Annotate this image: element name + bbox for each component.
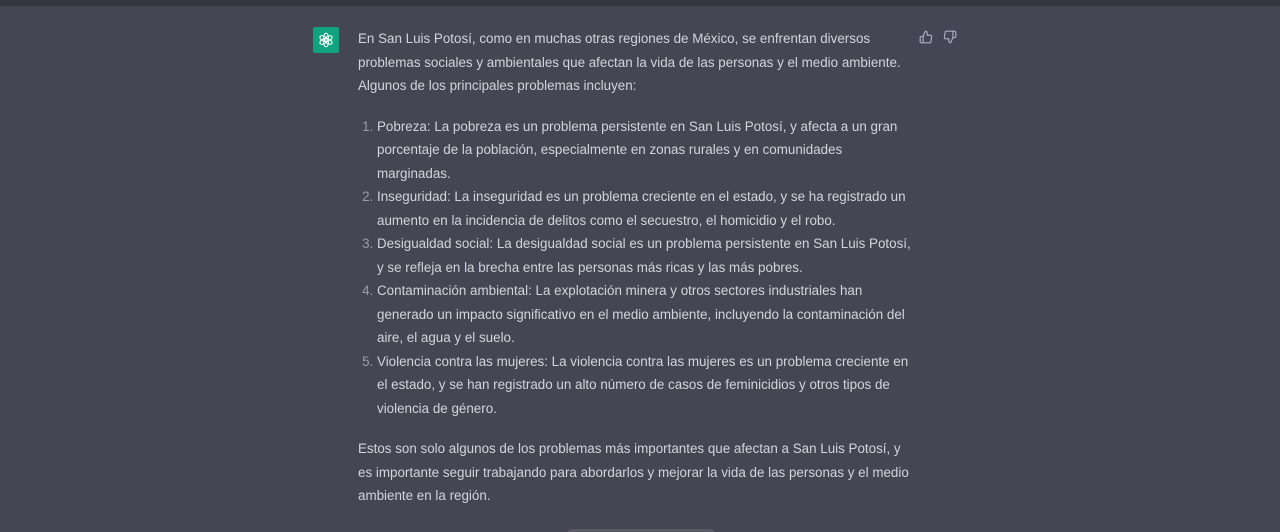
openai-logo-icon [317,31,335,49]
top-bar [0,0,1280,7]
list-item: 5. Violencia contra las mujeres: La violencia contra las mujeres es un problema creciente en el estado, y se han registrado un alto número de casos de feminicidios y otros tipos de violencia de género. [377,350,918,421]
list-item: 1. Pobreza: La pobreza es un problema persistente en San Luis Potosí, y afecta a un gran porcentaje de la población, especialmente en zonas rurales y en comunidades marginadas. [377,115,918,186]
thumbs-down-icon [943,30,957,44]
thumbs-up-icon [919,30,933,44]
message-intro: En San Luis Potosí, como en muchas otras regiones de México, se enfrentan diversos problemas sociales y ambientales que afectan la vida de las personas y el medio ambiente. Algunos de los principales problemas incluyen: [358,31,901,93]
problem-list [358,115,918,421]
list-item: 3. Desigualdad social: La desigualdad social es un problema persistente en San Luis Potosí, y se refleja en la brecha entre las personas más ricas y las más pobres. [377,232,918,279]
thumbs-down-button[interactable] [942,29,958,45]
message-conclusion: Estos son solo algunos de los problemas más importantes que afectan a San Luis Potosí, y es importante seguir trabajando para abordarlos y mejorar la vida de las personas y el medio ambiente en la región. [358,441,909,503]
thumbs-up-button[interactable] [918,29,934,45]
feedback-buttons [918,29,958,45]
assistant-message-row [0,7,1280,532]
message-content [358,27,918,508]
assistant-avatar [313,27,339,53]
list-item: 2. Inseguridad: La inseguridad es un problema creciente en el estado, y se ha registrado un aumento en la incidencia de delitos como el secuestro, el homicidio y el robo. [377,185,918,232]
list-item: 4. Contaminación ambiental: La explotación minera y otros sectores industriales han generado un impacto significativo en el medio ambiente, incluyendo la contaminación del aire, el agua y el suelo. [377,279,918,350]
